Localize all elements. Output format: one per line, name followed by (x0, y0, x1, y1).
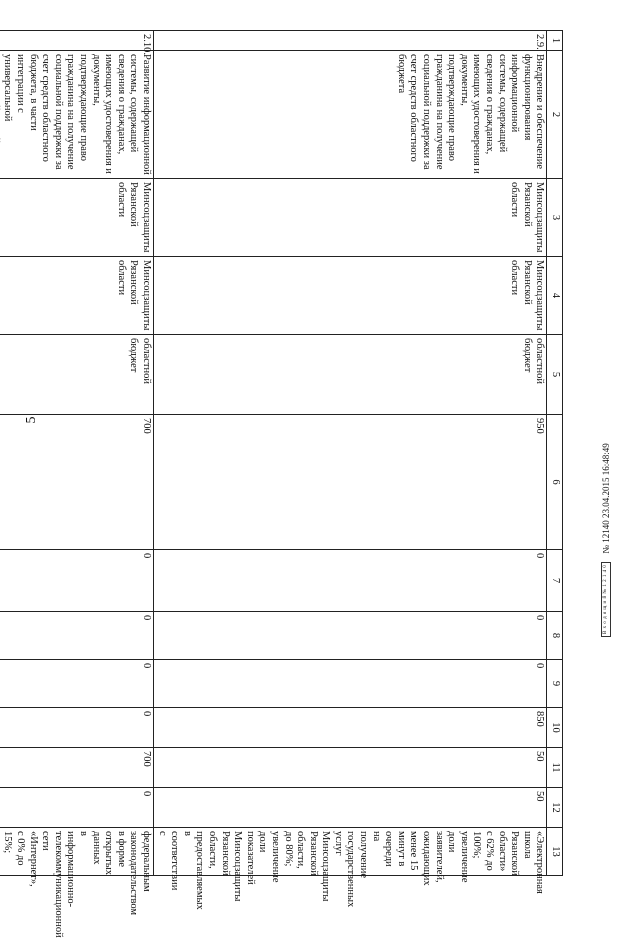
registration-footer (596, 407, 616, 637)
col-header: 6 (547, 415, 563, 550)
year-value: 700 (0, 748, 154, 788)
col-header: 5 (547, 335, 563, 415)
expected-results: федеральным законодательством в форме открытых данных в информационно-телекоммуникационной сети «Интернет», с 0% до 15%; (0, 828, 154, 876)
year-value: 0 (0, 708, 154, 748)
year-value: 0 (0, 550, 154, 612)
total-value: 700 (0, 415, 154, 550)
year-value: 50 (154, 788, 547, 828)
row-number: 2.9. (154, 31, 547, 51)
row-number: 2.10. (0, 31, 154, 51)
program-table (0, 30, 563, 938)
col-header: 7 (547, 550, 563, 612)
table-row (154, 31, 547, 876)
col-header: 9 (547, 660, 563, 708)
year-value: 0 (0, 612, 154, 660)
registration-number: № 12140 23.04.2015 16:48:49 (601, 443, 611, 554)
executor: Минсоцзащиты Рязанской области (0, 179, 154, 257)
customer: Минсоцзащиты Рязанской области (0, 257, 154, 335)
year-value: 0 (0, 788, 154, 828)
year-value: 0 (0, 660, 154, 708)
col-header: 10 (547, 708, 563, 748)
executor: Минсоцзащиты Рязанской области (154, 179, 547, 257)
header-row (547, 31, 563, 876)
col-header: 8 (547, 612, 563, 660)
document-table-wrapper (2, 30, 563, 938)
year-value: 0 (154, 612, 547, 660)
col-header: 11 (547, 748, 563, 788)
col-header: 1 (547, 31, 563, 51)
page-number: 5 (24, 416, 39, 424)
measure-name: Развитие информационной системы, содержащей сведения о гражданах, имеющих удостоверения и документы, подтверждающие право гражданина на получение социальной поддержки за счет средств областного бюджета, в части интеграции с универсальной (0, 51, 154, 179)
col-header: 2 (547, 51, 563, 179)
expected-results: «Электронная школа Рязанской области» с 62% до 100%; увеличение доли заявителей, ожидающих менее 15 минут в очереди на получение государственных услуг Минсоцзащиты Рязанской области, до 80%; увеличение доли показателей Минсоцзащиты Рязанской области, предоставляемых в соответствии с (154, 828, 547, 876)
funding-source: областной бюджет (154, 335, 547, 415)
col-header: 3 (547, 179, 563, 257)
total-value: 950 (154, 415, 547, 550)
col-header: 12 (547, 788, 563, 828)
year-value: 0 (154, 660, 547, 708)
measure-name: Внедрение и обеспечение функционирования информационной системы, содержащей сведения о гражданах, имеющих удостоверения и документы, подтверждающие право гражданина на получение социальной поддержки за счет средств областного бюджета (154, 51, 547, 179)
year-value: 0 (154, 550, 547, 612)
table-row (0, 31, 154, 876)
year-value: 850 (154, 708, 547, 748)
col-header: 13 (547, 828, 563, 876)
col-header: 4 (547, 257, 563, 335)
customer: Минсоцзащиты Рязанской области (154, 257, 547, 335)
year-value: 50 (154, 748, 547, 788)
funding-source: областной бюджет (0, 335, 154, 415)
incoming-stamp: В х о д я щ и й № 1 2 1 4 0 (601, 562, 611, 637)
